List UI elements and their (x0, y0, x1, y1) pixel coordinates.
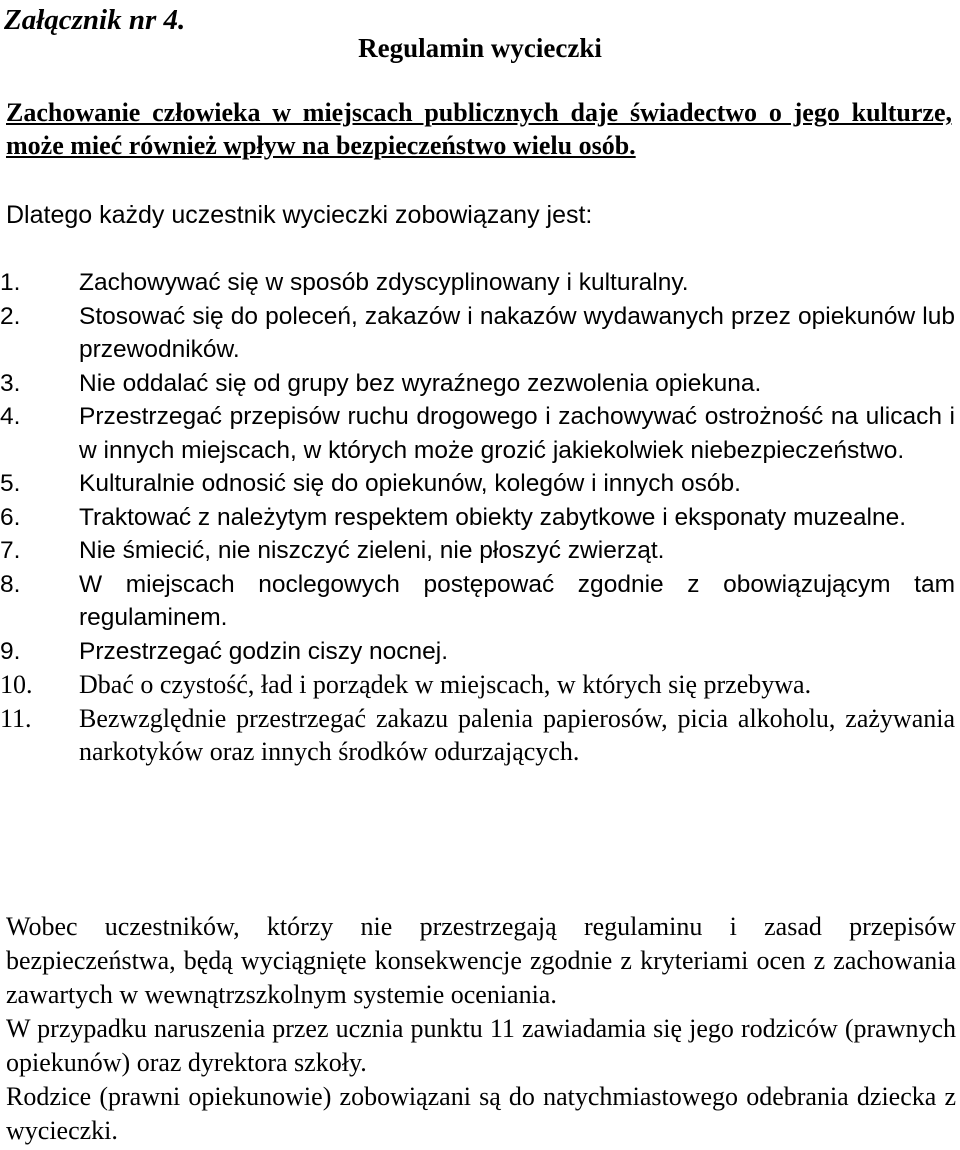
rule-number: 7. (0, 537, 21, 564)
rule-item (0, 467, 955, 501)
rule-item (0, 702, 955, 769)
rule-number: 1. (0, 269, 21, 296)
rule-text: Przestrzegać godzin ciszy nocnej. (79, 637, 449, 665)
closing-section (6, 910, 956, 1148)
rule-number: 5. (0, 470, 21, 497)
rule-number: 9. (0, 637, 21, 665)
rule-item (0, 668, 955, 702)
rule-item (0, 367, 955, 401)
rule-text: Stosować się do poleceń, zakazów i nakazów wydawanych przez opiekunów lub przewodników. (79, 302, 955, 363)
rule-number: 2. (0, 302, 21, 330)
rule-item (0, 400, 955, 467)
rule-item (0, 266, 955, 300)
lead-sentence: Dlatego każdy uczestnik wycieczki zobowiązany jest: (6, 201, 593, 229)
rule-number: 3. (0, 369, 21, 397)
rule-text: Nie oddalać się od grupy bez wyraźnego zezwolenia opiekuna. (79, 369, 762, 397)
rule-number: 4. (0, 403, 21, 430)
rule-text: Zachowywać się w sposób zdyscyplinowany i kulturalny. (79, 269, 689, 296)
rule-text: Nie śmiecić, nie niszczyć zieleni, nie płoszyć zwierząt. (79, 537, 665, 564)
rule-text: W miejscach noclegowych postępować zgodnie z obowiązującym tam regulaminem. (79, 570, 955, 631)
rule-text: Dbać o czystość, ład i porządek w miejscach, w których się przebywa. (79, 670, 812, 699)
rule-text: Bezwzględnie przestrzegać zakazu palenia papierosów, picia alkoholu, zażywania narkotyków oraz innych środków odurzających. (79, 703, 955, 766)
consequences-paragraph: Wobec uczestników, którzy nie przestrzegają regulaminu i zasad przepisów bezpieczeństwa, będą wyciągnięte konsekwencje zgodnie z kryteriami ocen z zachowania zawartych w wewnątrzszkolnym systemie oceniania. (6, 912, 956, 1009)
rule-item (0, 300, 955, 367)
rule-text: Traktować z należytym respektem obiekty zabytkowe i eksponaty muzealne. (79, 503, 907, 531)
pickup-paragraph: Rodzice (prawni opiekunowie) zobowiązani są do natychmiastowego odebrania dziecka z wycieczki. (6, 1082, 956, 1145)
rules-list (0, 266, 955, 769)
parents-notice-paragraph: W przypadku naruszenia przez ucznia punktu 11 zawiadamia się jego rodziców (prawnych opiekunów) oraz dyrektora szkoły. (6, 1014, 956, 1077)
intro-paragraph: Zachowanie człowieka w miejscach publicznych daje świadectwo o jego kulturze, może mieć również wpływ na bezpieczeństwo wielu osób. (6, 98, 952, 160)
rule-number: 6. (0, 503, 21, 531)
rule-number: 8. (0, 570, 21, 598)
rule-item (0, 534, 955, 568)
rule-number: 10. (0, 670, 33, 699)
annex-label: Załącznik nr 4. (4, 4, 186, 36)
rule-text: Przestrzegać przepisów ruchu drogowego i zachowywać ostrożność na ulicach i w innych miejscach, w których może grozić jakiekolwiek niebezpieczeństwo. (79, 403, 955, 464)
rule-number: 11. (0, 703, 32, 733)
rule-item (0, 635, 955, 669)
rule-text: Kulturalnie odnosić się do opiekunów, kolegów i innych osób. (79, 470, 741, 497)
rule-item (0, 568, 955, 635)
document-title: Regulamin wycieczki (358, 33, 602, 63)
rule-item (0, 501, 955, 535)
